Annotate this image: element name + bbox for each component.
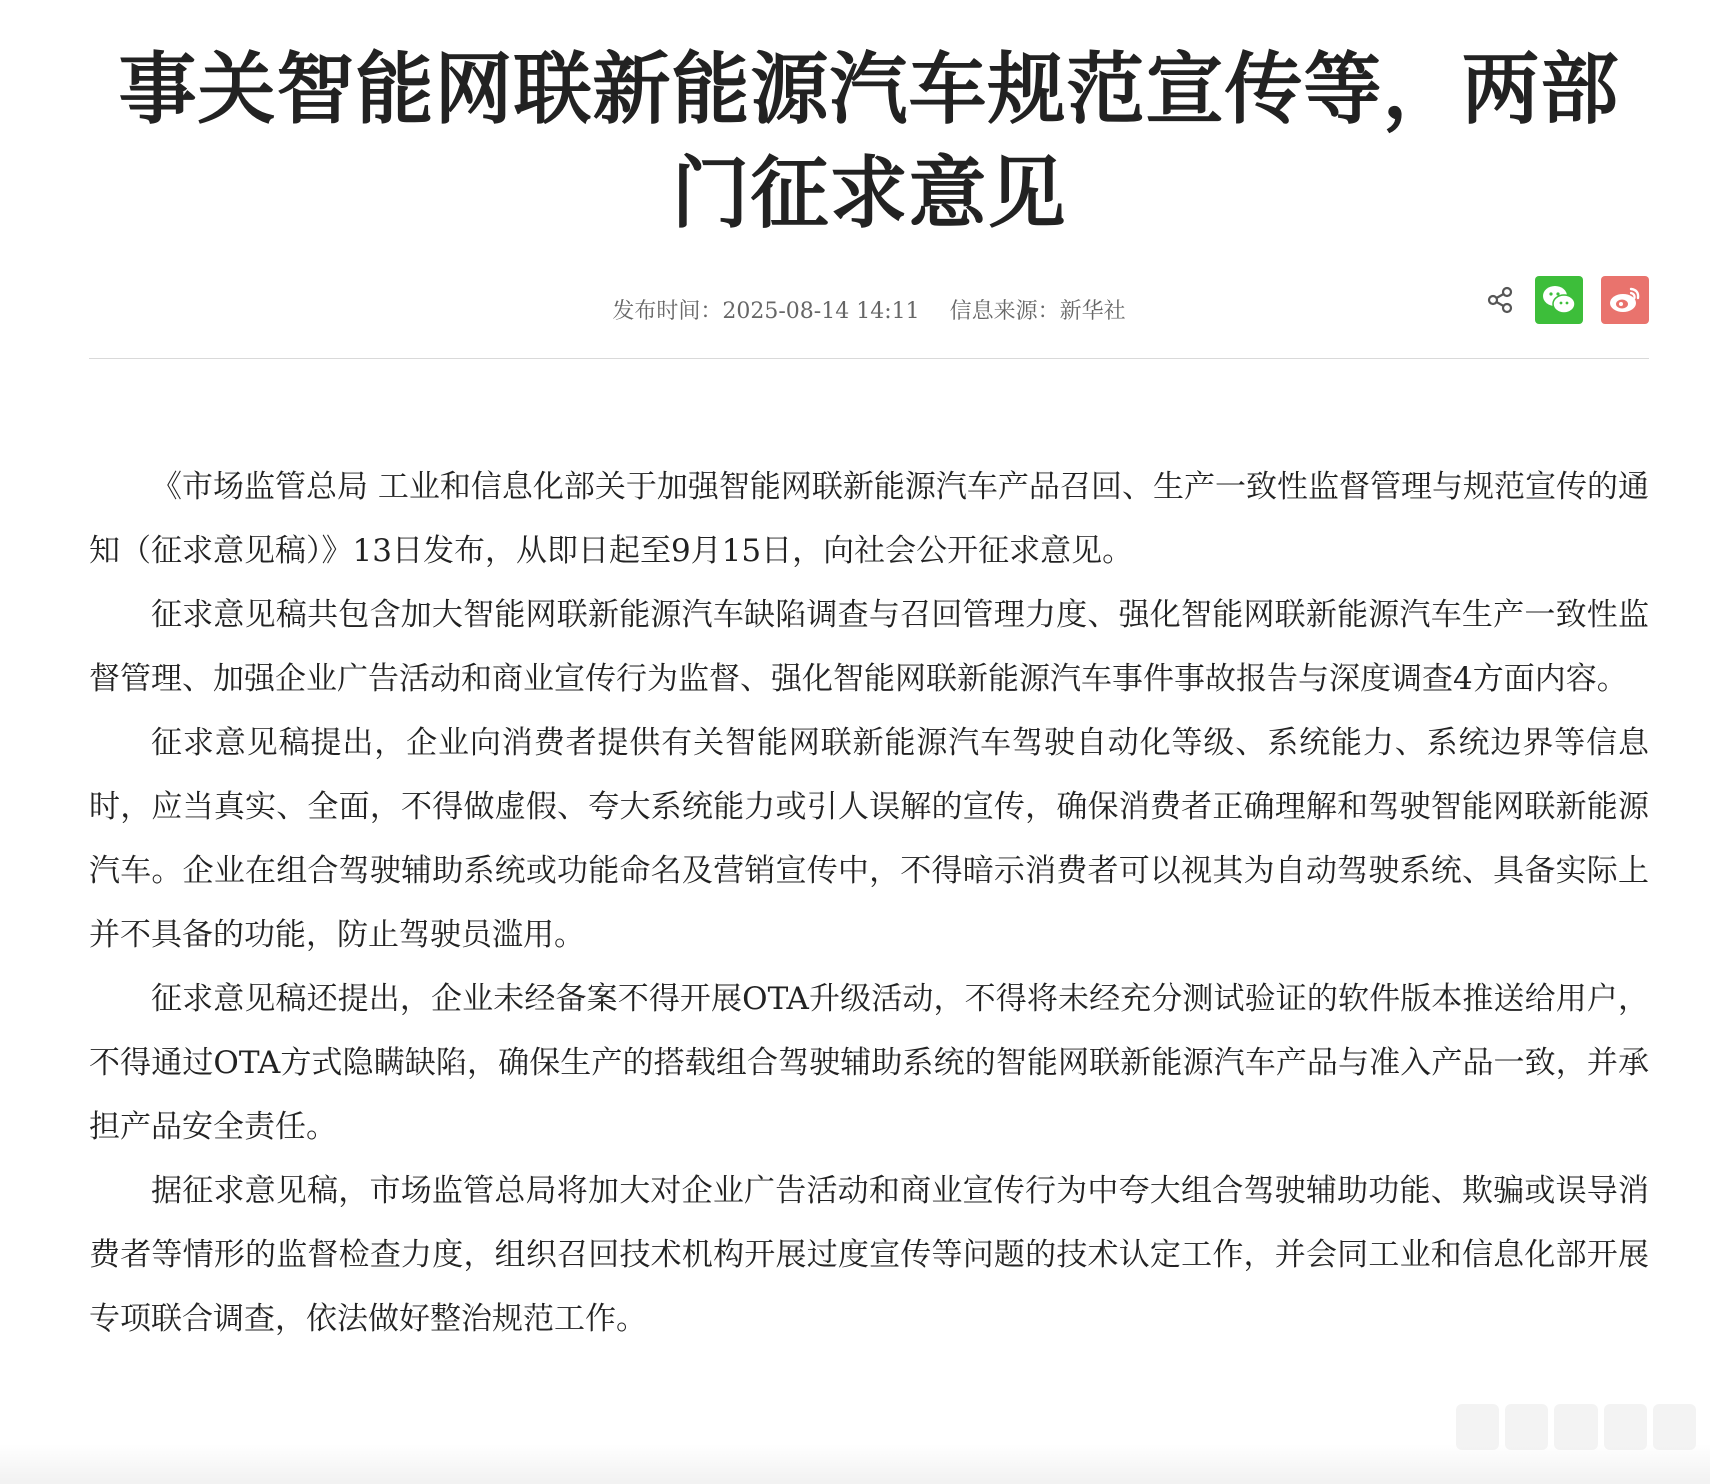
weibo-icon[interactable]: [1601, 276, 1649, 324]
bottom-fade: [0, 1444, 1710, 1484]
article-title: 事关智能网联新能源汽车规范宣传等，两部门征求意见: [118, 45, 1620, 239]
news-source: 信息来源：新华社: [949, 299, 1126, 324]
article-body: [89, 455, 1649, 1351]
article: [89, 0, 1649, 1351]
share-icon[interactable]: [1483, 283, 1517, 317]
wechat-icon[interactable]: [1535, 276, 1583, 324]
paragraph: 《市场监管总局 工业和信息化部关于加强智能网联新能源汽车产品召回、生产一致性监督管理与规范宣传的通知（征求意见稿）》13日发布，从即日起至9月15日，向社会公开征求意见。: [89, 469, 1649, 569]
share-bar: [1483, 276, 1649, 324]
paragraph: 征求意见稿共包含加大智能网联新能源汽车缺陷调查与召回管理力度、强化智能网联新能源汽车生产一致性监督管理、加强企业广告活动和商业宣传行为监督、强化智能网联新能源汽车事件事故报告与深度调查4方面内容。: [89, 597, 1649, 697]
header-divider: [89, 358, 1649, 359]
paragraph: 征求意见稿还提出，企业未经备案不得开展OTA升级活动，不得将未经充分测试验证的软件版本推送给用户，不得通过OTA方式隐瞒缺陷，确保生产的搭载组合驾驶辅助系统的智能网联新能源汽车产品与准入产品一致，并承担产品安全责任。: [89, 981, 1649, 1145]
paragraph: 征求意见稿提出，企业向消费者提供有关智能网联新能源汽车驾驶自动化等级、系统能力、系统边界等信息时，应当真实、全面，不得做虚假、夸大系统能力或引人误解的宣传，确保消费者正确理解和驾驶智能网联新能源汽车。企业在组合驾驶辅助系统或功能命名及营销宣传中，不得暗示消费者可以视其为自动驾驶系统、具备实际上并不具备的功能，防止驾驶员滥用。: [89, 725, 1649, 953]
paragraph: 据征求意见稿，市场监管总局将加大对企业广告活动和商业宣传行为中夸大组合驾驶辅助功能、欺骗或误导消费者等情形的监督检查力度，组织召回技术机构开展过度宣传等问题的技术认定工作，并会同工业和信息化部开展专项联合调查，依法做好整治规范工作。: [89, 1173, 1649, 1337]
publish-time: 发布时间：2025-08-14 14:11: [612, 299, 920, 324]
article-meta: [89, 294, 1649, 325]
article-meta-row: [89, 276, 1649, 336]
